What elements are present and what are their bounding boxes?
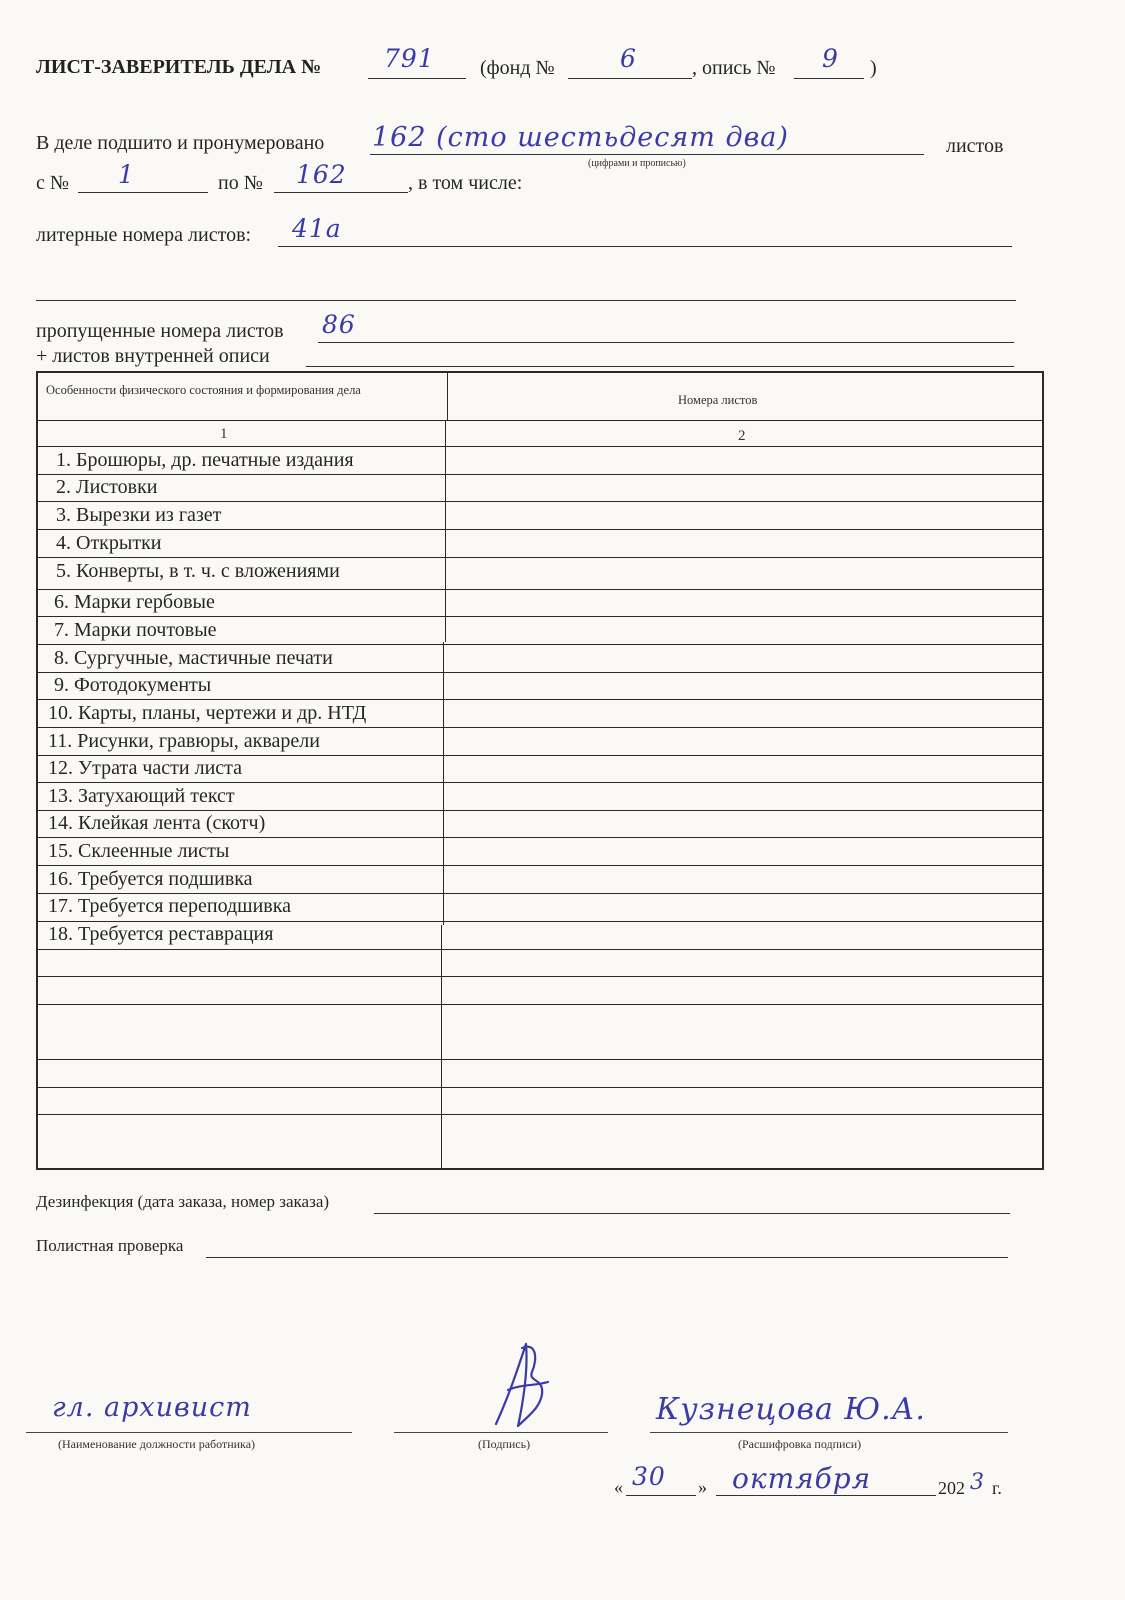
date-day: 30 (632, 1462, 666, 1491)
fond-label: (фонд № (480, 57, 555, 79)
table-row: 4. Открытки (56, 532, 162, 554)
table-row: 7. Марки почтовые (54, 619, 217, 641)
from-label: с № (36, 172, 69, 194)
table-row: 9. Фотодокументы (54, 674, 212, 696)
from-value: 1 (118, 160, 135, 189)
date-close-quote: » (698, 1477, 707, 1497)
date-year-digit: 3 (970, 1470, 985, 1495)
signature-mark (488, 1338, 558, 1430)
date-year-suffix: г. (992, 1478, 1002, 1498)
table-row: 18. Требуется реставрация (48, 923, 274, 945)
date-year-prefix: 202 (938, 1478, 965, 1498)
position-handwritten: гл. архивист (52, 1392, 252, 1423)
missing-numbers-label: пропущенные номера листов (36, 320, 284, 342)
col2-header: Номера листов (678, 393, 758, 407)
opis-number: 9 (822, 44, 839, 73)
check-label: Полистная проверка (36, 1236, 184, 1255)
table-row: 5. Конверты, в т. ч. с вложениями (56, 560, 340, 582)
disinfection-label: Дезинфекция (дата заказа, номер заказа) (36, 1192, 330, 1211)
table-row: 14. Клейкая лента (скотч) (48, 812, 266, 834)
name-caption: (Расшифровка подписи) (738, 1437, 862, 1451)
table-row: 15. Склеенные листы (48, 840, 230, 862)
to-label: по № (218, 172, 263, 194)
table-row: 2. Листовки (56, 476, 158, 498)
to-value: 162 (296, 160, 347, 189)
table-row: 10. Карты, планы, чертежи и др. НТД (48, 702, 367, 724)
table-row: 12. Утрата части листа (48, 757, 243, 779)
table-row: 8. Сургучные, мастичные печати (54, 647, 333, 669)
case-number: 791 (384, 44, 435, 73)
col2-number: 2 (738, 428, 746, 444)
sheets-hint: (цифрами и прописью) (588, 158, 686, 169)
letter-numbers-value: 41а (292, 214, 342, 243)
table-row: 17. Требуется переподшивка (48, 895, 292, 917)
including-text: , в том числе: (408, 172, 523, 194)
table-row: 16. Требуется подшивка (48, 868, 253, 890)
fond-number: 6 (620, 44, 637, 73)
opis-label: , опись № (692, 57, 776, 79)
position-caption: (Наименование должности работника) (58, 1437, 256, 1451)
col1-number: 1 (220, 426, 228, 442)
signature-caption: (Подпись) (478, 1437, 531, 1451)
col1-header: Особенности физического состояния и формирования дела (46, 383, 361, 397)
missing-numbers-value: 86 (322, 310, 356, 339)
sheets-count-handwritten: 162 (сто шестьдесят два) (372, 122, 789, 153)
internal-inventory-label: + листов внутренней описи (36, 345, 270, 367)
letter-numbers-label: литерные номера листов: (36, 224, 252, 246)
sheets-unit: листов (946, 135, 1004, 157)
condition-table (36, 371, 1044, 1170)
date-month: октября (732, 1462, 872, 1495)
table-row: 6. Марки гербовые (54, 591, 215, 613)
date-open-quote: « (614, 1477, 623, 1497)
name-handwritten: Кузнецова Ю.А. (656, 1392, 926, 1427)
table-row: 13. Затухающий текст (48, 785, 235, 807)
close-paren: ) (870, 57, 877, 79)
table-row: 3. Вырезки из газет (56, 504, 222, 526)
table-row: 11. Рисунки, гравюры, акварели (48, 730, 320, 752)
table-row: 1. Брошюры, др. печатные издания (56, 449, 354, 471)
document-title: ЛИСТ-ЗАВЕРИТЕЛЬ ДЕЛА № (36, 56, 322, 78)
sheets-intro: В деле подшито и пронумеровано (36, 132, 325, 154)
